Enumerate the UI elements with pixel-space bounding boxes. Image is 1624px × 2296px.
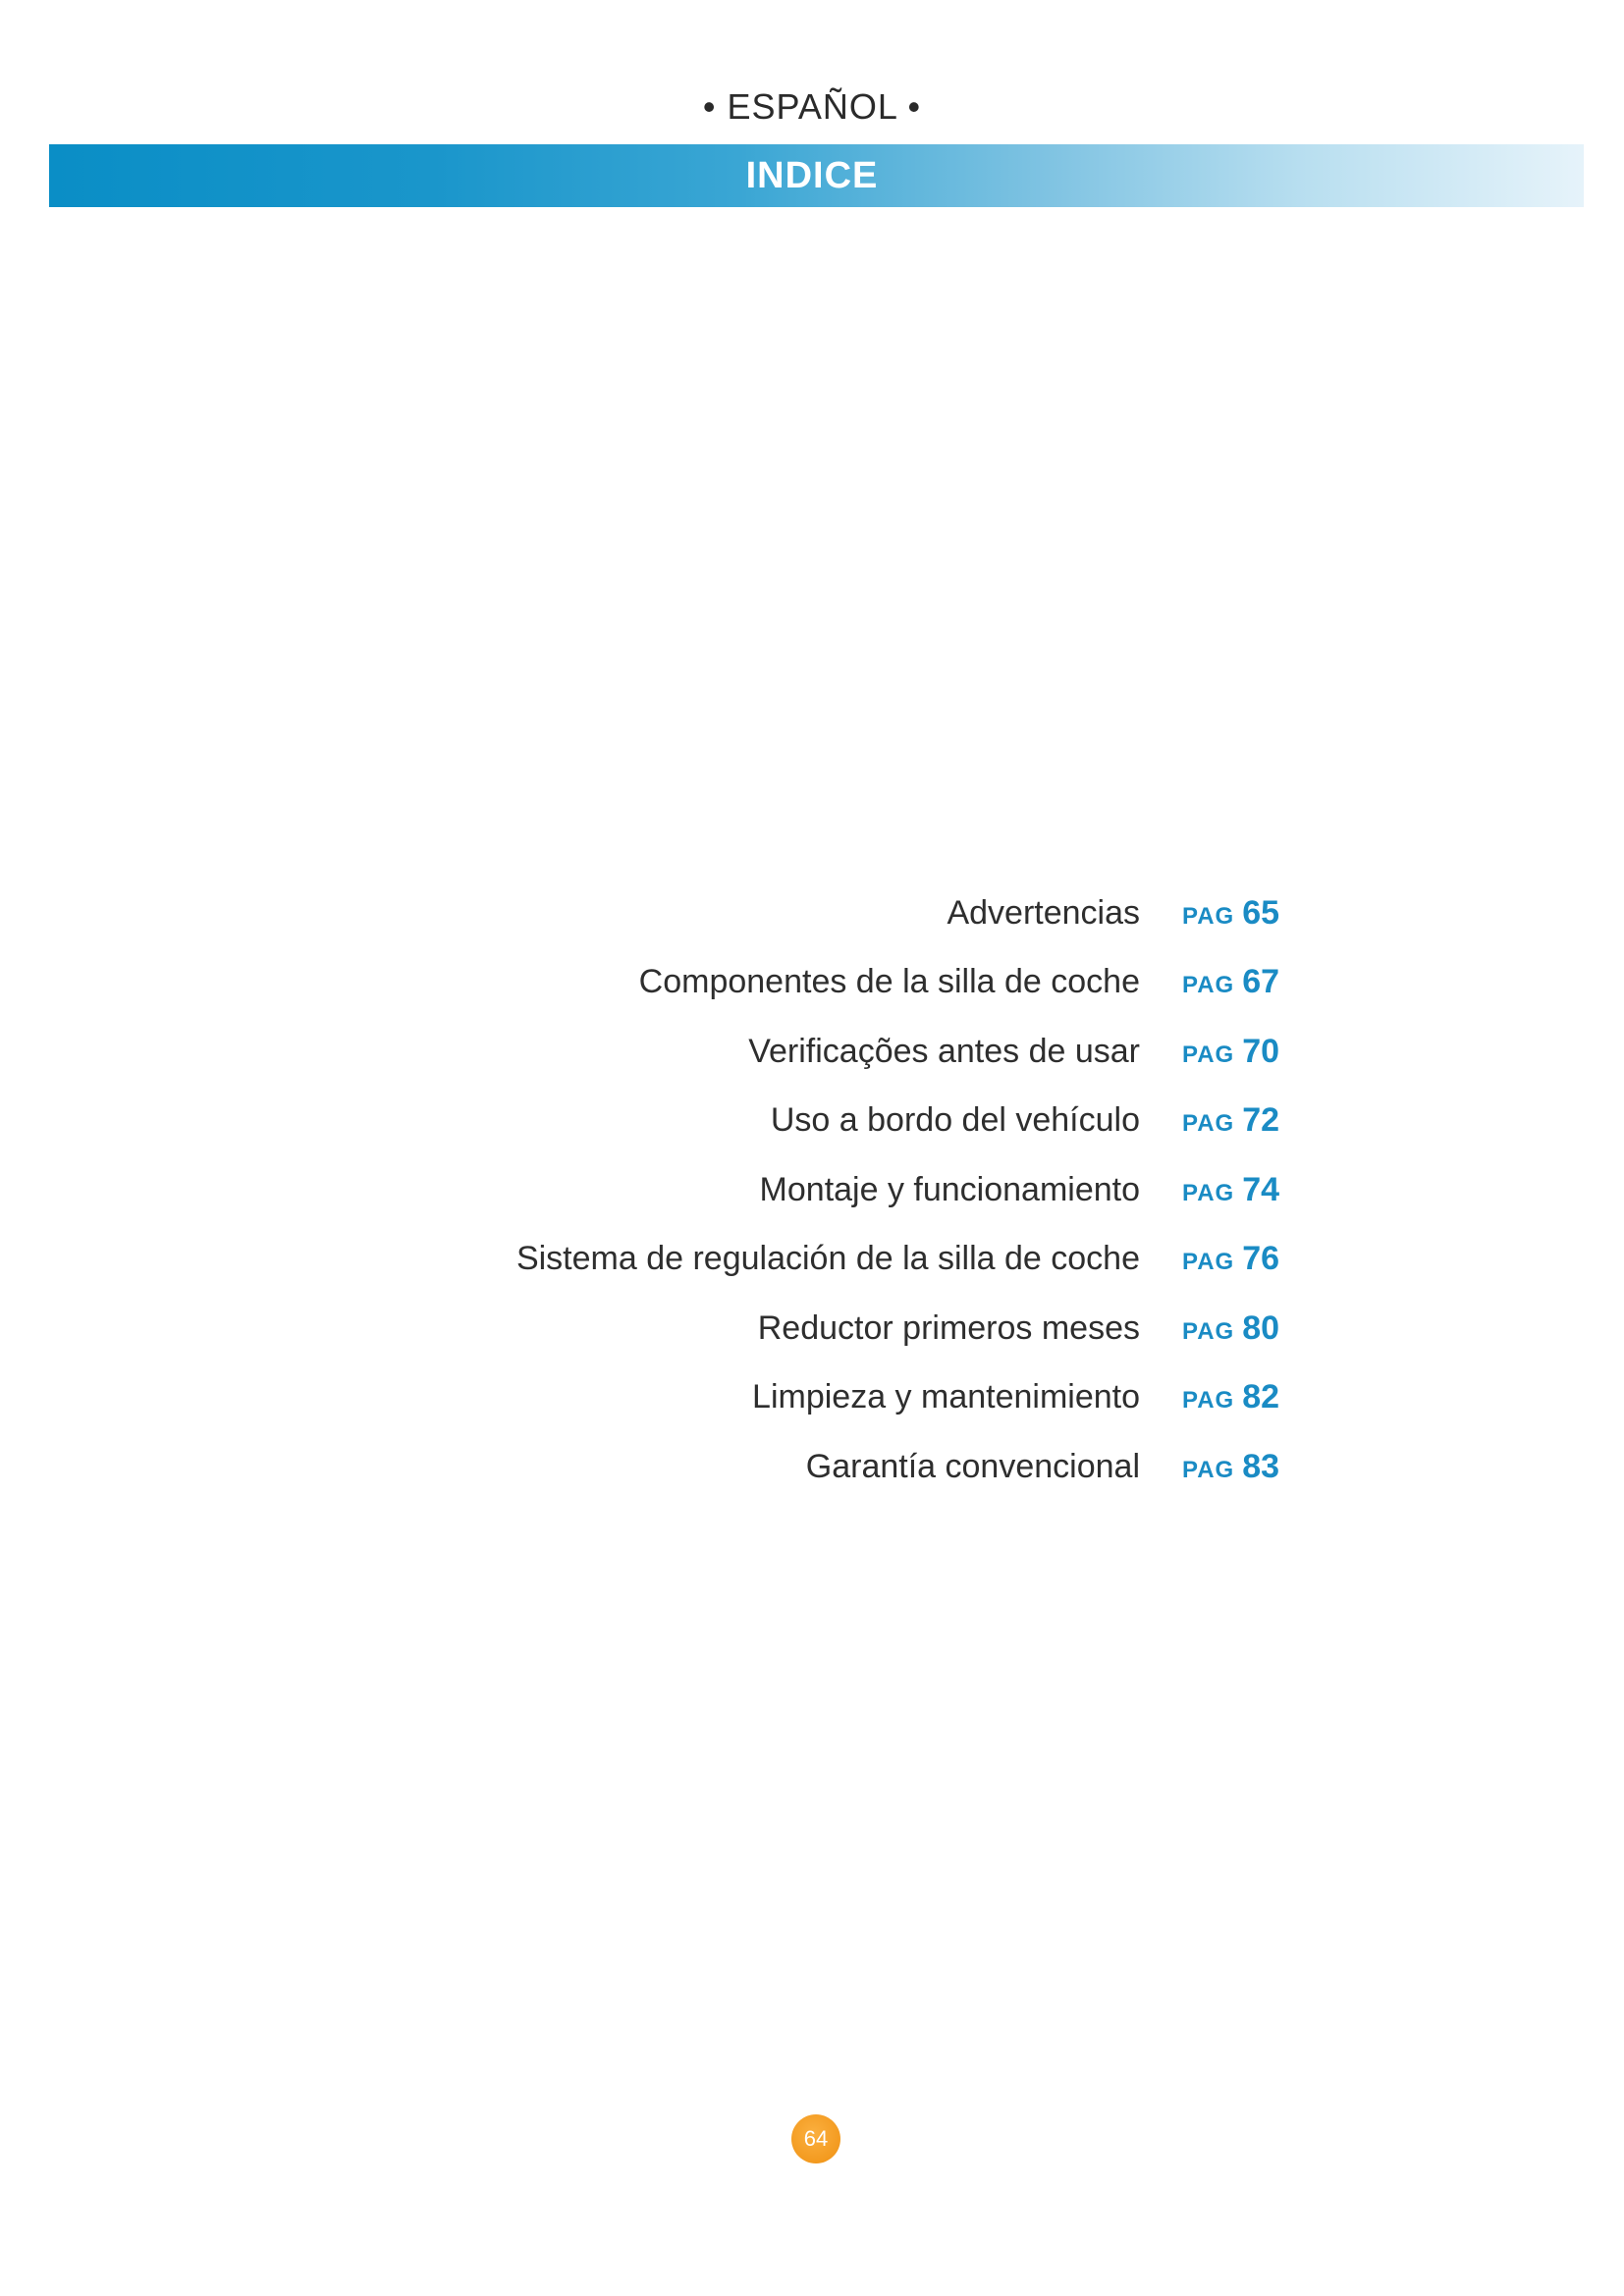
toc-item-page (1182, 957, 1279, 1013)
toc-item-label: Advertencias (947, 894, 1140, 932)
toc-item[interactable] (0, 1234, 1624, 1283)
toc-item-label: Verificações antes de usar (748, 1033, 1140, 1070)
language-heading: • ESPAÑOL • (702, 86, 922, 127)
toc-item-page (1182, 1027, 1279, 1083)
toc-page-number: 74 (1242, 1171, 1280, 1208)
page-title: INDICE (745, 155, 879, 196)
toc-item-label: Garantía convencional (805, 1448, 1140, 1485)
toc-page-number: 72 (1242, 1101, 1280, 1139)
toc-item-label: Limpieza y mantenimiento (752, 1378, 1140, 1415)
toc-page-number: 83 (1242, 1448, 1280, 1485)
toc-item-label: Uso a bordo del vehículo (770, 1101, 1140, 1139)
toc-item-label: Sistema de regulación de la silla de coche (515, 1240, 1140, 1277)
toc-item[interactable] (0, 1442, 1624, 1491)
toc-item-label: Montaje y funcionamiento (759, 1171, 1140, 1208)
toc-item-page (1182, 1442, 1279, 1498)
title-bar (49, 144, 1584, 207)
toc-pag-label: PAG (1182, 1387, 1235, 1414)
toc-item-page (1182, 1372, 1279, 1428)
toc-pag-label: PAG (1182, 1457, 1235, 1483)
toc-item[interactable] (0, 1095, 1624, 1145)
toc-item[interactable] (0, 957, 1624, 1006)
toc-item-page (1182, 1304, 1279, 1360)
toc-item-page (1182, 1165, 1279, 1221)
toc-item[interactable] (0, 1304, 1624, 1353)
toc-item[interactable] (0, 1372, 1624, 1421)
toc-pag-label: PAG (1182, 1041, 1235, 1068)
toc-pag-label: PAG (1182, 1249, 1235, 1275)
toc-item-page (1182, 888, 1279, 944)
toc-item-label: Reductor primeros meses (757, 1309, 1140, 1347)
toc-item[interactable] (0, 1027, 1624, 1076)
toc-item-label: Componentes de la silla de coche (638, 963, 1140, 1000)
toc-page-number: 65 (1242, 894, 1280, 932)
toc-pag-label: PAG (1182, 1318, 1235, 1345)
toc-pag-label: PAG (1182, 903, 1235, 930)
toc-pag-label: PAG (1182, 972, 1235, 998)
toc-item-page (1182, 1095, 1279, 1151)
toc-item[interactable] (0, 888, 1624, 937)
toc-item-page (1182, 1234, 1279, 1290)
page-number-badge: 64 (791, 2114, 840, 2163)
toc-page-number: 67 (1242, 963, 1280, 1000)
toc-page-number: 80 (1242, 1309, 1280, 1347)
toc-item[interactable] (0, 1165, 1624, 1214)
toc-page-number: 70 (1242, 1033, 1280, 1070)
toc-pag-label: PAG (1182, 1110, 1235, 1137)
toc-page-number: 82 (1242, 1378, 1280, 1415)
toc-page-number: 76 (1242, 1240, 1280, 1277)
toc-pag-label: PAG (1182, 1180, 1235, 1206)
